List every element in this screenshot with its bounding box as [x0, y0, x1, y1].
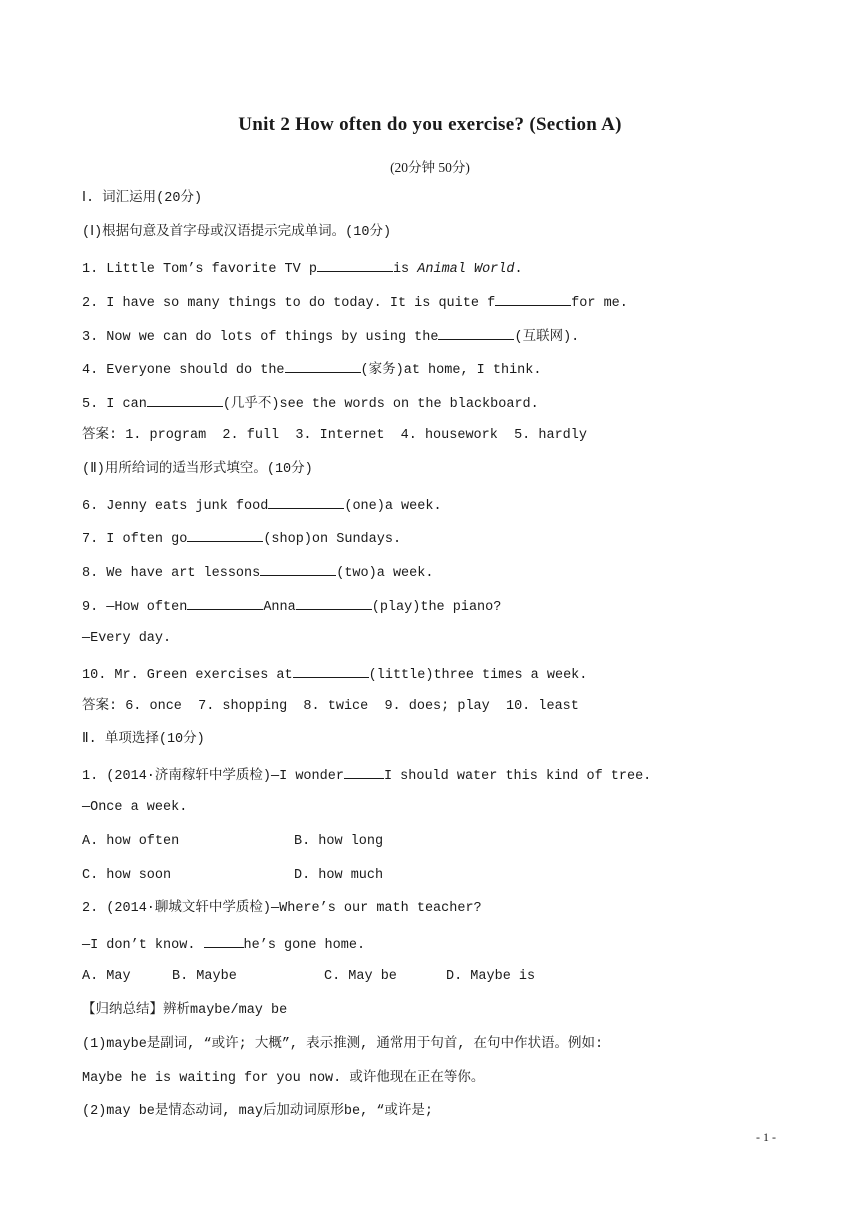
question-1: 1. Little Tom’s favorite TV p is Animal World.	[82, 258, 523, 279]
question-7: 7. I often go (shop)on Sundays.	[82, 528, 401, 549]
summary-paragraph-2: (2)may be是情态动词, may后加动词原形be, “或许是;	[82, 1104, 434, 1119]
answer-blank[interactable]	[260, 562, 336, 576]
page-title: Unit 2 How often do you exercise? (Section A)	[238, 114, 622, 135]
summary-paragraph-1: (1)maybe是副词, “或许; 大概”, 表示推测, 通常用于句首, 在句中作状语。例如:	[82, 1037, 604, 1052]
section-heading-choice: Ⅱ. 单项选择(10分)	[82, 732, 205, 747]
summary-heading: 【归纳总结】辨析maybe/may be	[82, 1003, 288, 1018]
answer-blank[interactable]	[317, 258, 393, 272]
choice-question-2-reply: —I don’t know. he’s gone home.	[82, 934, 365, 955]
answer-blank[interactable]	[495, 292, 571, 306]
option-b: B. how long	[294, 834, 384, 849]
option-a: A. May	[82, 969, 131, 984]
choice-question-1: 1. (2014·济南稼轩中学质检)—I wonder I should water this kind of tree.	[82, 765, 651, 786]
question-4: 4. Everyone should do the (家务)at home, I think.	[82, 359, 541, 380]
part-heading-2: (Ⅱ)用所给词的适当形式填空。(10分)	[82, 462, 313, 477]
answer-blank[interactable]	[187, 528, 263, 542]
option-b: B. Maybe	[172, 969, 237, 984]
part-heading-1: (Ⅰ)根据句意及首字母或汉语提示完成单词。(10分)	[82, 225, 392, 240]
answer-blank[interactable]	[268, 495, 344, 509]
question-8: 8. We have art lessons (two)a week.	[82, 562, 433, 583]
question-10: 10. Mr. Green exercises at (little)three times a week.	[82, 664, 587, 685]
answer-key-2: 答案: 6. once 7. shopping 8. twice 9. does; play 10. least	[82, 699, 579, 714]
summary-example: Maybe he is waiting for you now. 或许他现在正在等你。	[82, 1071, 485, 1086]
answer-blank[interactable]	[187, 596, 263, 610]
choice-question-2: 2. (2014·聊城文轩中学质检)—Where’s our math teacher?	[82, 901, 482, 916]
option-d: D. how much	[294, 868, 384, 883]
answer-blank[interactable]	[285, 359, 361, 373]
page-subtitle: (20分钟 50分)	[390, 160, 470, 175]
option-c: C. how soon	[82, 868, 172, 883]
question-6: 6. Jenny eats junk food (one)a week.	[82, 495, 442, 516]
section-heading-vocabulary: Ⅰ. 词汇运用(20分)	[82, 191, 203, 206]
question-5: 5. I can (几乎不)see the words on the blackboard.	[82, 393, 539, 414]
answer-blank[interactable]	[147, 393, 223, 407]
answer-blank[interactable]	[344, 765, 384, 779]
option-d: D. Maybe is	[446, 969, 536, 984]
page-number: - 1 -	[756, 1130, 776, 1144]
answer-blank[interactable]	[293, 664, 369, 678]
option-c: C. May be	[324, 969, 397, 984]
question-9-reply: —Every day.	[82, 631, 172, 646]
answer-blank[interactable]	[204, 934, 244, 948]
question-9: 9. —How often Anna (play)the piano?	[82, 596, 501, 617]
choice-question-1-reply: —Once a week.	[82, 800, 188, 815]
question-2: 2. I have so many things to do today. It is quite f for me.	[82, 292, 628, 313]
question-3: 3. Now we can do lots of things by using the (互联网).	[82, 326, 579, 347]
option-a: A. how often	[82, 834, 180, 849]
answer-blank[interactable]	[438, 326, 514, 340]
answer-key-1: 答案: 1. program 2. full 3. Internet 4. housework 5. hardly	[82, 428, 587, 443]
answer-blank[interactable]	[296, 596, 372, 610]
